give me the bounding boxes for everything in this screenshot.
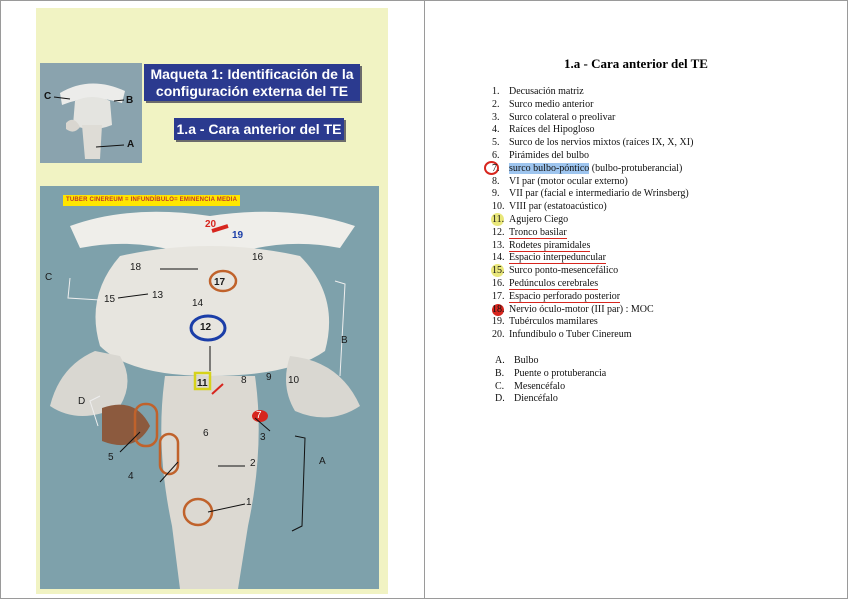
slide-title [144, 64, 360, 101]
list-item: 6. Pirámides del bulbo [492, 149, 589, 161]
photo-label-2: 2 [250, 458, 256, 469]
photo-label-d: D [78, 396, 86, 407]
photo-label-c: C [45, 272, 53, 283]
list-item: 19. Tubérculos mamilares [492, 316, 598, 328]
list-item: 16. Pedúnculos cerebrales [492, 277, 599, 289]
photo-label-18: 18 [130, 262, 142, 273]
brainstem-photo-drawing [40, 186, 379, 589]
photo-label-b: B [341, 335, 348, 346]
thumbnail-image [40, 63, 142, 163]
list-item: 12. Tronco basilar [492, 226, 567, 238]
list-item: 5. Surco de los nervios mixtos (raíces IX, X, XI) [492, 137, 694, 149]
list-item: 10. VIII par (estatoacústico) [492, 201, 607, 213]
photo-label-19: 19 [232, 230, 244, 241]
photo-label-12: 12 [200, 322, 212, 333]
thumb-label-c: C [44, 91, 52, 102]
list-item: 3. Surco colateral o preolivar [492, 111, 616, 123]
slide-title-line1: Maqueta 1: Identificación de la [150, 66, 354, 82]
list-item: 14. Espacio interpeduncular [492, 252, 606, 264]
structure-legend [492, 86, 693, 342]
photo-label-13: 13 [152, 290, 164, 301]
photo-label-11: 11 [197, 378, 208, 389]
photo-label-8: 8 [241, 375, 247, 386]
photo-label-3: 3 [260, 432, 266, 443]
photo-label-17: 17 [214, 277, 226, 288]
list-item: 9. VII par (facial e intermediario de Wrinsberg) [492, 188, 689, 200]
list-item: 1. Decusación matriz [492, 86, 584, 97]
photo-label-20: 20 [205, 219, 217, 230]
list-item: D. Diencéfalo [495, 393, 558, 405]
page-divider [424, 0, 425, 599]
list-item: 13. Rodetes piramidales [492, 239, 591, 251]
legend-title: 1.a - Cara anterior del TE [564, 56, 708, 71]
photo-label-7: 7 [256, 410, 262, 421]
thumb-label-b: B [126, 95, 134, 106]
photo-label-16: 16 [252, 252, 264, 263]
list-item: 4. Raíces del Hipogloso [492, 124, 595, 136]
photo-label-a: A [319, 456, 326, 467]
photo-label-5: 5 [108, 452, 114, 463]
photo-label-1: 1 [246, 497, 252, 508]
tuber-cinereum-banner: TUBER CINEREUM = INFUNDÍBULO= EMINENCIA MEDIA [63, 195, 240, 206]
region-legend [495, 355, 606, 406]
list-item: 8. VI par (motor ocular externo) [492, 175, 628, 187]
thumb-label-a: A [127, 139, 135, 150]
photo-label-6: 6 [203, 428, 209, 439]
list-item: 17. Espacio perforado posterior [492, 290, 621, 302]
photo-label-14: 14 [192, 298, 204, 309]
brainstem-photo [40, 186, 379, 589]
list-item: C. Mesencéfalo [495, 380, 566, 392]
list-item: 18. Nervio óculo-motor (III par) : MOC [492, 303, 654, 315]
slide-title-line2: configuración externa del TE [155, 83, 349, 99]
photo-label-10: 10 [288, 375, 300, 386]
photo-label-9: 9 [266, 372, 272, 383]
slide-subtitle: 1.a - Cara anterior del TE [174, 118, 344, 140]
list-item: 2. Surco medio anterior [492, 98, 594, 110]
photo-label-15: 15 [104, 294, 116, 305]
list-item: B. Puente o protuberancia [495, 367, 607, 379]
list-item: A. Bulbo [495, 355, 539, 366]
list-item: 15. Surco ponto-mesencefálico [492, 265, 619, 277]
list-item: 11. Agujero Ciego [492, 213, 569, 225]
highlighted-text: surco bulbo-póntico [509, 162, 590, 174]
list-item: 20. Infundíbulo o Tuber Cinereum [492, 329, 632, 341]
list-item: 7. surco bulbo-póntico (bulbo-protuberancial) [492, 162, 683, 174]
photo-label-4: 4 [128, 471, 134, 482]
